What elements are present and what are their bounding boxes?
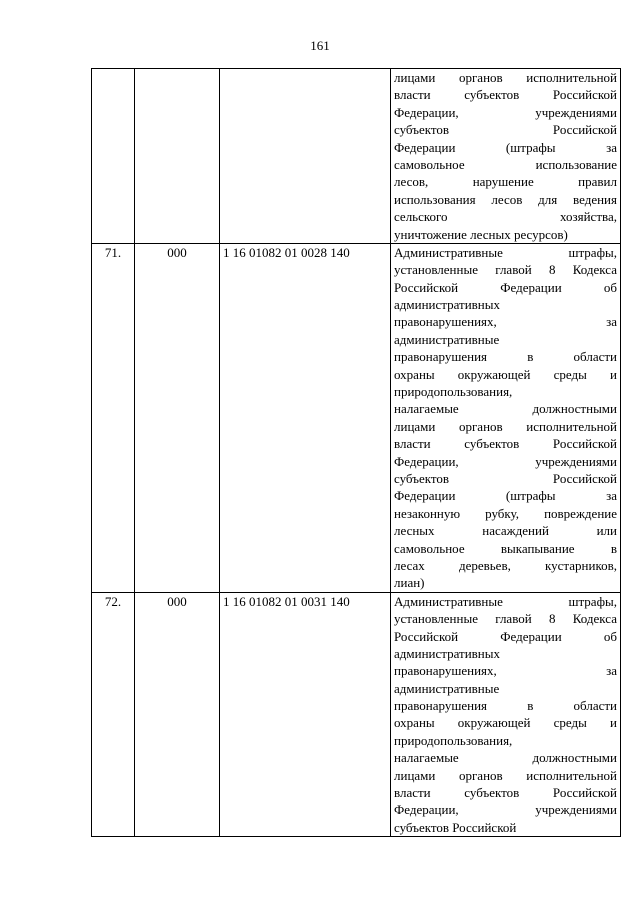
revenue-name-line: Российской Федерации об (394, 279, 617, 295)
revenue-code-cell: 1 16 01082 01 0031 140 (220, 592, 391, 836)
page-number: 161 (310, 38, 330, 53)
revenue-name-line: правонарушения в области (394, 349, 617, 365)
revenue-name-line: правонарушения в области (394, 698, 617, 714)
revenue-name-line: использования лесов для ведения (394, 191, 617, 207)
revenue-name-line: правонарушениях, за (394, 314, 617, 330)
revenue-name-line: субъектов Российской (394, 470, 617, 486)
revenue-name-line: административные (394, 331, 500, 347)
administrator-code-cell: 000 (135, 592, 220, 836)
revenue-name-line: лесов, нарушение правил (394, 174, 617, 190)
revenue-name-line: Административные штрафы, (394, 593, 617, 609)
revenue-name-line: Федерации, учреждениями (394, 453, 617, 469)
administrator-code-cell: 000 (135, 243, 220, 592)
revenue-name-line: Российской Федерации об (394, 628, 617, 644)
revenue-name-line: природопользования, (394, 384, 513, 400)
revenue-name-line: власти субъектов Российской (394, 436, 617, 452)
revenue-name-line: субъектов Российской (394, 819, 517, 835)
revenue-name-line: Административные штрафы, (394, 244, 617, 260)
revenue-name-line: административных (394, 645, 500, 661)
table-row (92, 592, 621, 836)
revenue-name-line: лицами органов исполнительной (394, 767, 617, 783)
revenue-name-line: лиан) (394, 575, 425, 591)
revenue-name-line: Федерации (штрафы за (394, 139, 617, 155)
revenue-name-cell (391, 592, 621, 836)
revenue-name-line: самовольное выкапывание в (394, 540, 617, 556)
revenue-name-line: налагаемые должностными (394, 750, 617, 766)
row-number-cell (92, 69, 135, 244)
revenue-name-line: природопользования, (394, 732, 513, 748)
revenue-name-line: субъектов Российской (394, 122, 617, 138)
revenue-name-line: Федерации (штрафы за (394, 488, 617, 504)
revenue-name-line: охраны окружающей среды и (394, 715, 617, 731)
revenue-name-line: лесах деревьев, кустарников, (394, 557, 617, 573)
revenue-name-line: правонарушениях, за (394, 663, 617, 679)
revenue-name-line: власти субъектов Российской (394, 87, 617, 103)
table-body (92, 69, 621, 837)
budget-codes-table (91, 68, 621, 837)
table-row (92, 69, 621, 244)
revenue-name-line: незаконную рубку, повреждение (394, 505, 617, 521)
revenue-name-line: уничтожение лесных ресурсов) (394, 226, 568, 242)
revenue-name-line: Федерации, учреждениями (394, 104, 617, 120)
revenue-name-line: налагаемые должностными (394, 401, 617, 417)
revenue-code-cell: 1 16 01082 01 0028 140 (220, 243, 391, 592)
revenue-name-line: охраны окружающей среды и (394, 366, 617, 382)
revenue-name-line: административные (394, 680, 500, 696)
revenue-name-line: лицами органов исполнительной (394, 418, 617, 434)
revenue-code-cell (220, 69, 391, 244)
revenue-name-line: установленные главой 8 Кодекса (394, 262, 617, 278)
revenue-name-cell (391, 243, 621, 592)
revenue-name-line: самовольное использование (394, 156, 617, 172)
revenue-name-line: сельского хозяйства, (394, 209, 617, 225)
administrator-code-cell (135, 69, 220, 244)
revenue-name-line: лесных насаждений или (394, 523, 617, 539)
revenue-name-line: административных (394, 297, 500, 313)
revenue-name-line: Федерации, учреждениями (394, 802, 617, 818)
revenue-name-line: лицами органов исполнительной (394, 70, 617, 85)
revenue-name-line: власти субъектов Российской (394, 785, 617, 801)
row-number-cell: 71. (92, 243, 135, 592)
revenue-name-line: установленные главой 8 Кодекса (394, 611, 617, 627)
row-number-cell: 72. (92, 592, 135, 836)
revenue-name-cell (391, 69, 621, 244)
table-row (92, 243, 621, 592)
